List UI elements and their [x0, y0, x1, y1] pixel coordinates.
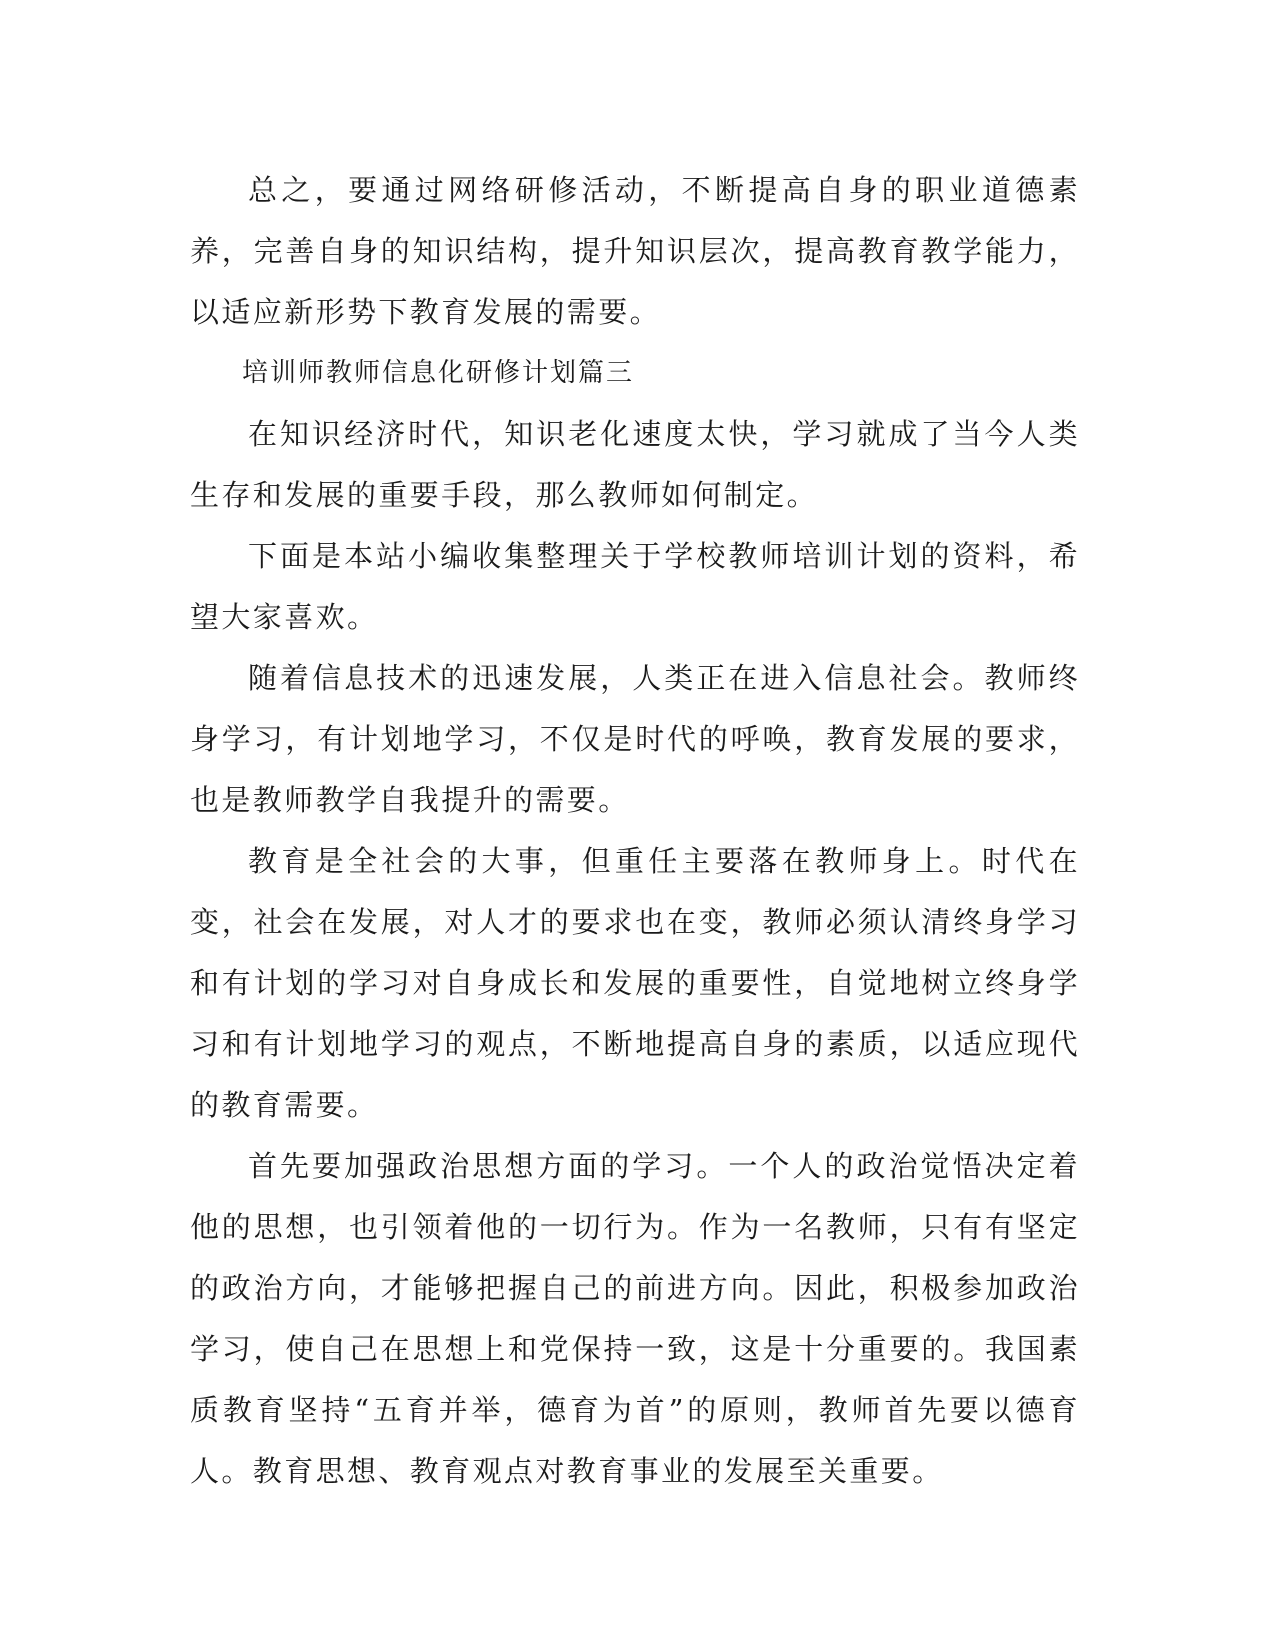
paragraph-information-society: 随着信息技术的迅速发展，人类正在进入信息社会。教师终身学习，有计划地学习，不仅是时代的呼唤，教育发展的要求，也是教师教学自我提升的需要。 [190, 661, 1080, 817]
paragraph-editor-note: 下面是本站小编收集整理关于学校教师培训计划的资料，希望大家喜欢。 [190, 539, 1080, 634]
paragraph-lifelong-learning: 教育是全社会的大事，但重任主要落在教师身上。时代在变，社会在发展，对人才的要求也在变，教师必须认清终身学习和有计划的学习对自身成长和发展的重要性，自觉地树立终身学习和有计划地学习的观点，不断地提高自身的素质，以适应现代的教育需要。 [190, 844, 1080, 1122]
document-body [190, 160, 1080, 1502]
paragraph-political-study: 首先要加强政治思想方面的学习。一个人的政治觉悟决定着他的思想，也引领着他的一切行为。作为一名教师，只有有坚定的政治方向，才能够把握自己的前进方向。因此，积极参加政治学习，使自己在思想上和党保持一致，这是十分重要的。我国素质教育坚持“五育并举，德育为首”的原则，教师首先要以德育人。教育思想、教育观点对教育事业的发展至关重要。 [190, 1149, 1080, 1488]
paragraph-knowledge-economy: 在知识经济时代，知识老化速度太快，学习就成了当今人类生存和发展的重要手段，那么教师如何制定。 [190, 417, 1080, 512]
paragraph-conclusion: 总之，要通过网络研修活动，不断提高自身的职业道德素养，完善自身的知识结构，提升知识层次，提高教育教学能力，以适应新形势下教育发展的需要。 [190, 173, 1080, 329]
section-heading: 培训师教师信息化研修计划篇三 [242, 358, 635, 388]
